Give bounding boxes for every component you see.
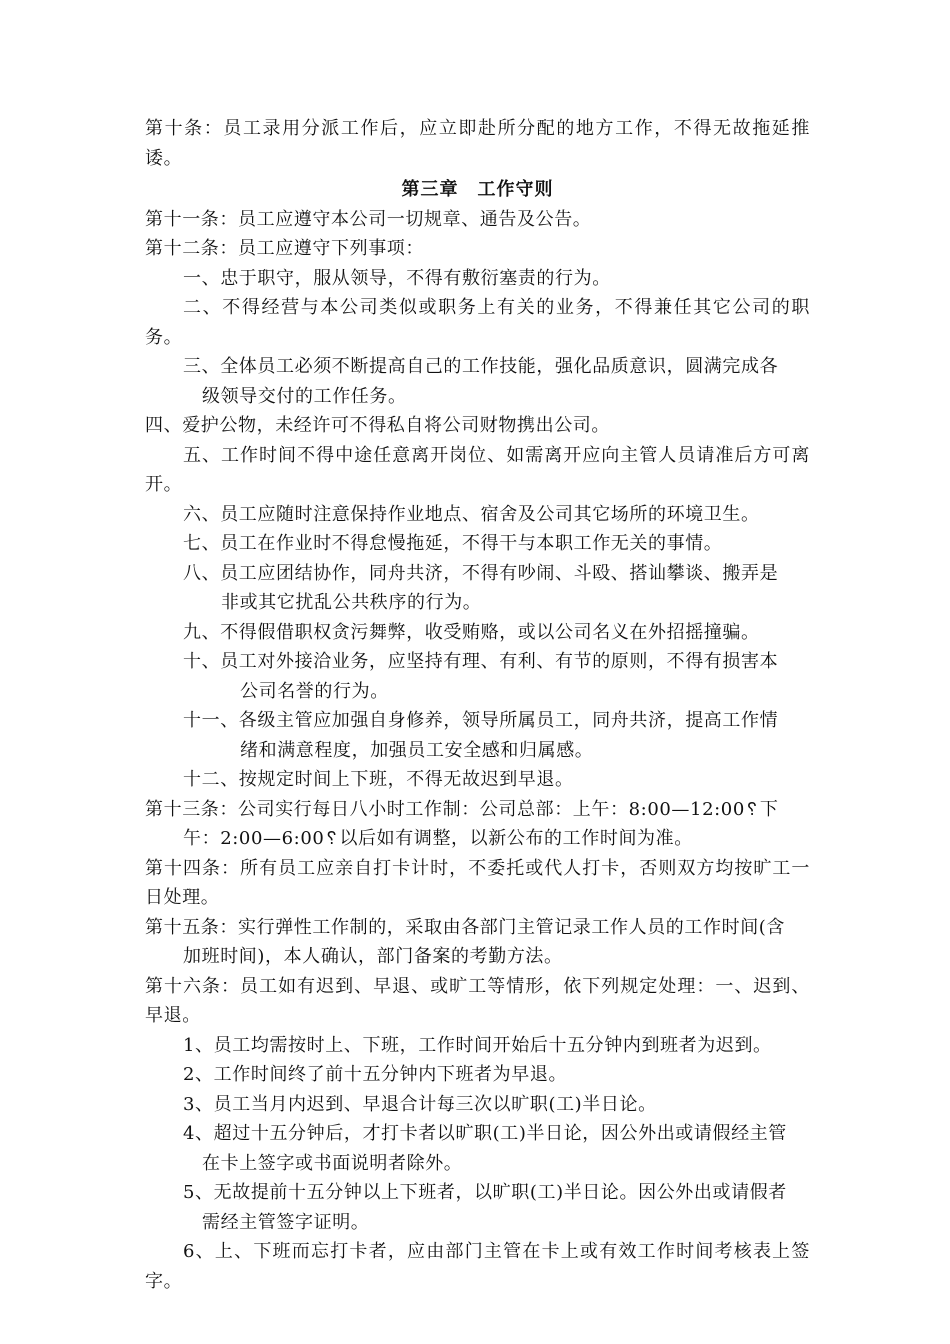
- rule-4: 四、爱护公物，未经许可不得私自将公司财物携出公司。: [145, 415, 610, 436]
- rule-6: 六、员工应随时注意保持作业地点、宿舍及公司其它场所的环境卫生。: [183, 503, 760, 525]
- rule-11-line2: 绪和满意程度，加强员工安全感和归属感。: [240, 739, 594, 761]
- chapter-title: 第三章 工作守则: [401, 179, 554, 200]
- late-rule-5-line1: 5、无故提前十五分钟以上下班者，以旷职(工)半日论。因公外出或请假者: [183, 1182, 787, 1203]
- article-14: 第十四条：所有员工应亲自打卡计时，不委托或代人打卡，否则双方均按旷工一日处理。: [145, 857, 810, 908]
- rule-1: 一、忠于职守，服从领导，不得有敷衍塞责的行为。: [183, 267, 611, 289]
- article-10: 第十条：员工录用分派工作后，应立即赴所分配的地方工作，不得无故拖延推诿。: [145, 118, 810, 169]
- rule-11-line1: 十一、各级主管应加强自身修养，领导所属员工，同舟共济，提高工作情: [183, 710, 779, 731]
- rule-8-line1: 八、员工应团结协作，同舟共济，不得有吵闹、斗殴、搭讪攀谈、搬弄是: [183, 562, 779, 584]
- late-rule-1: 1、员工均需按时上、下班，工作时间开始后十五分钟内到班者为迟到。: [183, 1034, 772, 1056]
- article-15-line2: 加班时间)，本人确认，部门备案的考勤方法。: [183, 946, 563, 967]
- rule-10-line2: 公司名誉的行为。: [240, 680, 389, 702]
- rule-3-line1: 三、全体员工必须不断提高自己的工作技能，强化品质意识，圆满完成各: [183, 356, 779, 377]
- rule-7: 七、员工在作业时不得怠慢拖延，不得干与本职工作无关的事情。: [183, 533, 723, 554]
- late-rule-4-line1: 4、超过十五分钟后，才打卡者以旷职(工)半日论，因公外出或请假经主管: [183, 1123, 787, 1144]
- rule-3-line2: 级领导交付的工作任务。: [202, 385, 407, 407]
- late-rule-5-line2: 需经主管签字证明。: [202, 1211, 370, 1233]
- rule-9: 九、不得假借职权贪污舞弊，收受贿赂，或以公司名义在外招摇撞骗。: [183, 621, 760, 643]
- late-rule-2: 2、工作时间终了前十五分钟内下班者为早退。: [183, 1064, 568, 1085]
- late-rule-4-line2: 在卡上签字或书面说明者除外。: [202, 1152, 463, 1174]
- late-rule-6: 6、上、下班而忘打卡者，应由部门主管在卡上或有效工作时间考核表上签字。: [145, 1241, 810, 1292]
- rule-12: 十二、按规定时间上下班，不得无故迟到早退。: [183, 769, 574, 790]
- document-body: [145, 114, 810, 1296]
- rule-10-line1: 十、员工对外接洽业务，应坚持有理、有利、有节的原则，不得有损害本: [183, 651, 779, 672]
- rule-8-line2: 非或其它扰乱公共秩序的行为。: [221, 592, 482, 613]
- late-rule-3: 3、员工当月内迟到、早退合计每三次以旷职(工)半日论。: [183, 1093, 657, 1115]
- article-16: 第十六条：员工如有迟到、早退、或旷工等情形，依下列规定处理：一、迟到、早退。: [145, 975, 810, 1026]
- article-13-line2: 午：2:00—6:00␦以后如有调整，以新公布的工作时间为准。: [183, 828, 693, 849]
- article-13-line1: 第十三条：公司实行每日八小时工作制：公司总部：上午：8:00—12:00␦下: [145, 798, 779, 820]
- rule-2: 二、不得经营与本公司类似或职务上有关的业务，不得兼任其它公司的职务。: [145, 297, 810, 348]
- rule-5: 五、工作时间不得中途任意离开岗位、如需离开应向主管人员请准后方可离开。: [145, 444, 810, 495]
- article-15-line1: 第十五条：实行弹性工作制的，采取由各部门主管记录工作人员的工作时间(含: [145, 916, 786, 938]
- article-12: 第十二条：员工应遵守下列事项：: [145, 238, 424, 259]
- article-11: 第十一条：员工应遵守本公司一切规章、通告及公告。: [145, 208, 592, 230]
